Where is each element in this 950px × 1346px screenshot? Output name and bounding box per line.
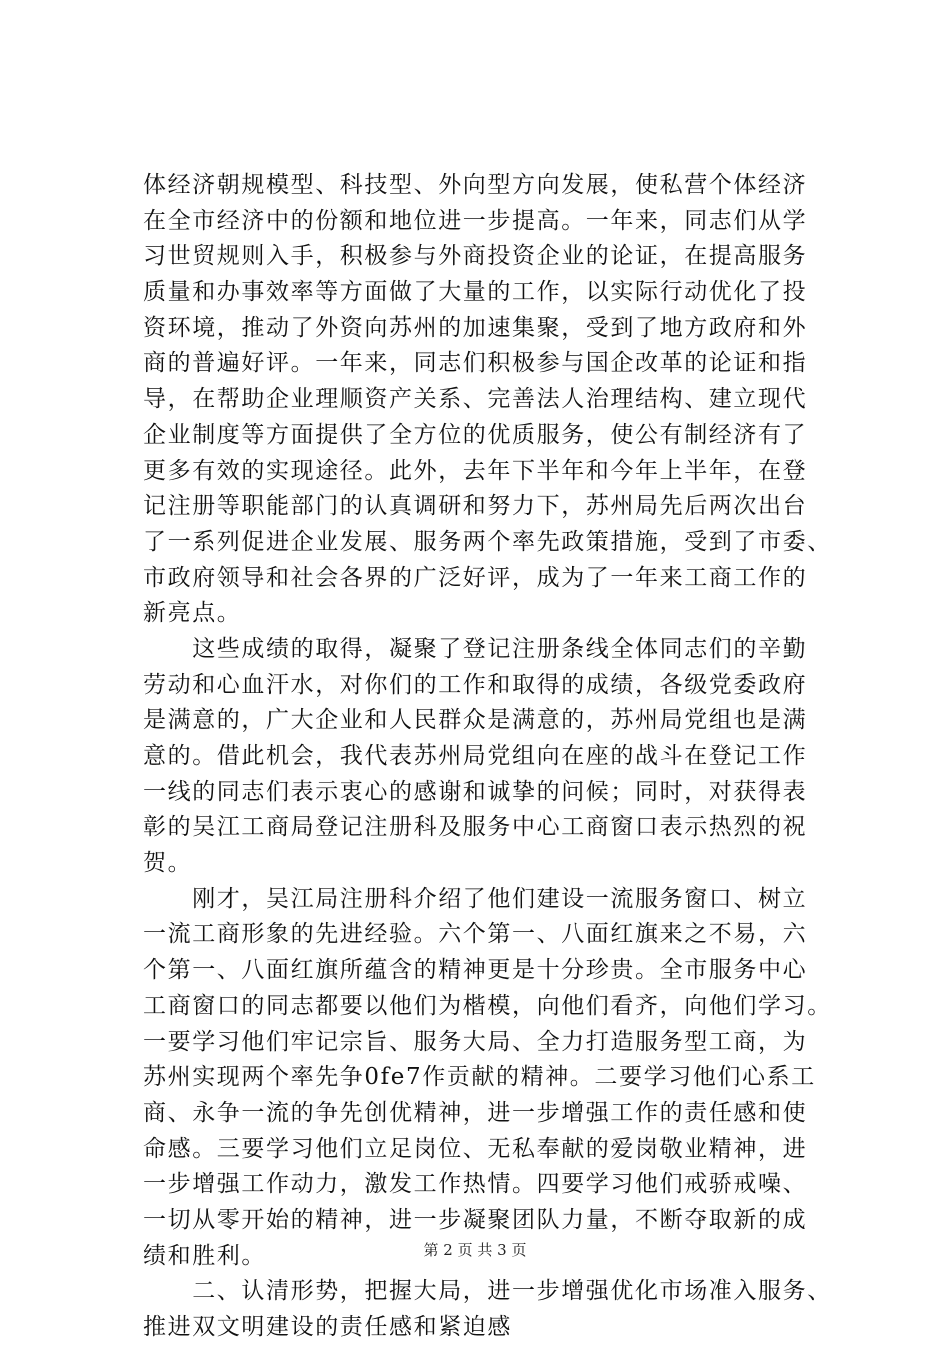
text-line: 企业制度等方面提供了全方位的优质服务，使公有制经济有了 bbox=[143, 421, 808, 448]
text-line: 市政府领导和社会各界的广泛好评，成为了一年来工商工作的 bbox=[143, 564, 808, 591]
text-line: 绩和胜利。 bbox=[143, 1242, 266, 1269]
text-line: 一切从零开始的精神，进一步凝聚团队力量，不断夺取新的成 bbox=[143, 1206, 808, 1233]
text-line: 彰的吴江工商局登记注册科及服务中心工商窗口表示热烈的祝 bbox=[143, 814, 808, 841]
text-line: 工商窗口的同志都要以他们为楷模，向他们看齐，向他们学习。 bbox=[143, 992, 832, 1019]
text-line: 刚才，吴江局注册科介绍了他们建设一流服务窗口、树立 bbox=[143, 885, 808, 912]
text-line: 记注册等职能部门的认真调研和努力下，苏州局先后两次出台 bbox=[143, 493, 808, 520]
text-line: 体经济朝规模型、科技型、外向型方向发展，使私营个体经济 bbox=[143, 172, 808, 198]
text-line: 劳动和心血汗水，对你们的工作和取得的成绩，各级党委政府 bbox=[143, 671, 808, 698]
text-line: 新亮点。 bbox=[143, 600, 242, 627]
text-line: 商、永争一流的争先创优精神，进一步增强工作的责任感和使 bbox=[143, 1099, 808, 1126]
text-line: 一线的同志们表示衷心的感谢和诚挚的问候；同时，对获得表 bbox=[143, 778, 808, 805]
page-number: 第 2 页 共 3 页 bbox=[423, 1241, 527, 1259]
text-line: 一步增强工作动力，激发工作热情。四要学习他们戒骄戒噪、 bbox=[143, 1171, 808, 1198]
text-line: 导，在帮助企业理顺资产关系、完善法人治理结构、建立现代 bbox=[143, 386, 808, 413]
text-line: 商的普遍好评。一年来，同志们积极参与国企改革的论证和指 bbox=[143, 350, 808, 377]
text-line: 一要学习他们牢记宗旨、服务大局、全力打造服务型工商，为 bbox=[143, 1028, 808, 1055]
text-line: 推进双文明建设的责任感和紧迫感 bbox=[143, 1314, 512, 1340]
text-line: 在全市经济中的份额和地位进一步提高。一年来，同志们从学 bbox=[143, 207, 808, 234]
text-line: 是满意的，广大企业和人民群众是满意的，苏州局党组也是满 bbox=[143, 707, 808, 734]
text-line: 更多有效的实现途径。此外，去年下半年和今年上半年，在登 bbox=[143, 457, 808, 484]
text-line: 了一系列促进企业发展、服务两个率先政策措施，受到了市委、 bbox=[143, 528, 832, 555]
text-line: 贺。 bbox=[143, 850, 193, 877]
text-line: 一流工商形象的先进经验。六个第一、八面红旗来之不易，六 bbox=[143, 921, 808, 948]
text-line: 这些成绩的取得，凝聚了登记注册条线全体同志们的辛勤 bbox=[143, 635, 808, 662]
text-line: 苏州实现两个率先争0fe7作贡献的精神。二要学习他们心系工 bbox=[143, 1064, 816, 1091]
text-line: 资环境，推动了外资向苏州的加速集聚，受到了地方政府和外 bbox=[143, 314, 808, 341]
text-line: 命感。三要学习他们立足岗位、无私奉献的爱岗敬业精神，进 bbox=[143, 1135, 808, 1162]
text-line: 质量和办事效率等方面做了大量的工作，以实际行动优化了投 bbox=[143, 279, 808, 306]
page-footer bbox=[0, 1240, 950, 1260]
text-line: 二、认清形势，把握大局，进一步增强优化市场准入服务、 bbox=[143, 1278, 832, 1305]
text-line: 意的。借此机会，我代表苏州局党组向在座的战斗在登记工作 bbox=[143, 743, 808, 769]
text-line: 习世贸规则入手，积极参与外商投资企业的论证，在提高服务 bbox=[143, 243, 808, 270]
text-line: 个第一、八面红旗所蕴含的精神更是十分珍贵。全市服务中心 bbox=[143, 957, 808, 984]
body-text bbox=[143, 168, 833, 1346]
